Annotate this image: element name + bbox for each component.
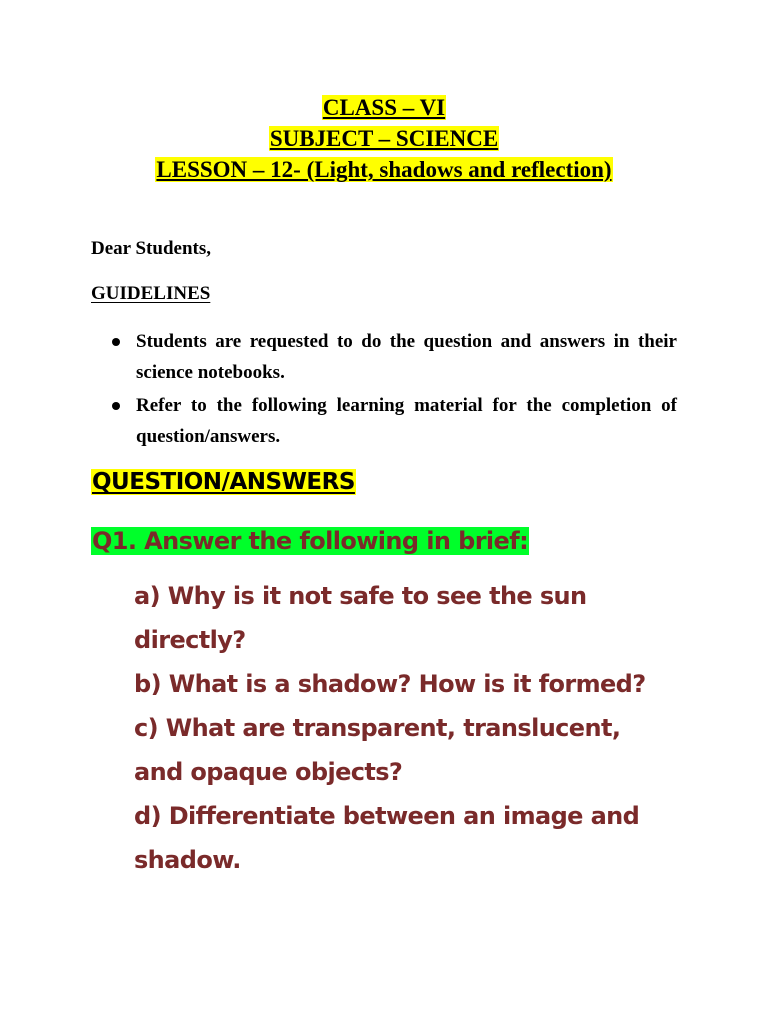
lesson-line <box>0 154 768 185</box>
document-header <box>0 92 768 185</box>
class-line-text: CLASS – VI <box>322 95 446 120</box>
question-item: a) Why is it not safe to see the sun directly? <box>134 582 587 654</box>
guideline-text: Refer to the following learning material for the completion of question/answers. <box>136 395 677 447</box>
q1-heading-text: Q1. Answer the following in brief: <box>92 527 529 555</box>
guideline-item <box>91 326 677 388</box>
question-item: b) What is a shadow? How is it formed? <box>134 670 646 698</box>
subject-line <box>0 123 768 154</box>
bullet-icon <box>112 338 120 346</box>
qa-heading <box>91 464 356 500</box>
question-list <box>134 574 674 882</box>
question-item: d) Differentiate between an image and shadow. <box>134 802 640 874</box>
question-item: c) What are transparent, translucent, and opaque objects? <box>134 714 621 786</box>
bullet-icon <box>112 402 120 410</box>
subject-line-text: SUBJECT – SCIENCE <box>269 126 499 151</box>
lesson-line-text: LESSON – 12- (Light, shadows and reflection) <box>156 157 612 182</box>
q1-heading <box>91 522 529 560</box>
guidelines-list <box>91 326 677 454</box>
class-line <box>0 92 768 123</box>
guideline-item <box>91 390 677 452</box>
guideline-text: Students are requested to do the question and answers in their science notebooks. <box>136 331 677 383</box>
greeting: Dear Students, <box>91 238 211 259</box>
guidelines-title: GUIDELINES <box>91 283 211 304</box>
qa-heading-text: QUESTION/ANSWERS <box>92 469 355 495</box>
